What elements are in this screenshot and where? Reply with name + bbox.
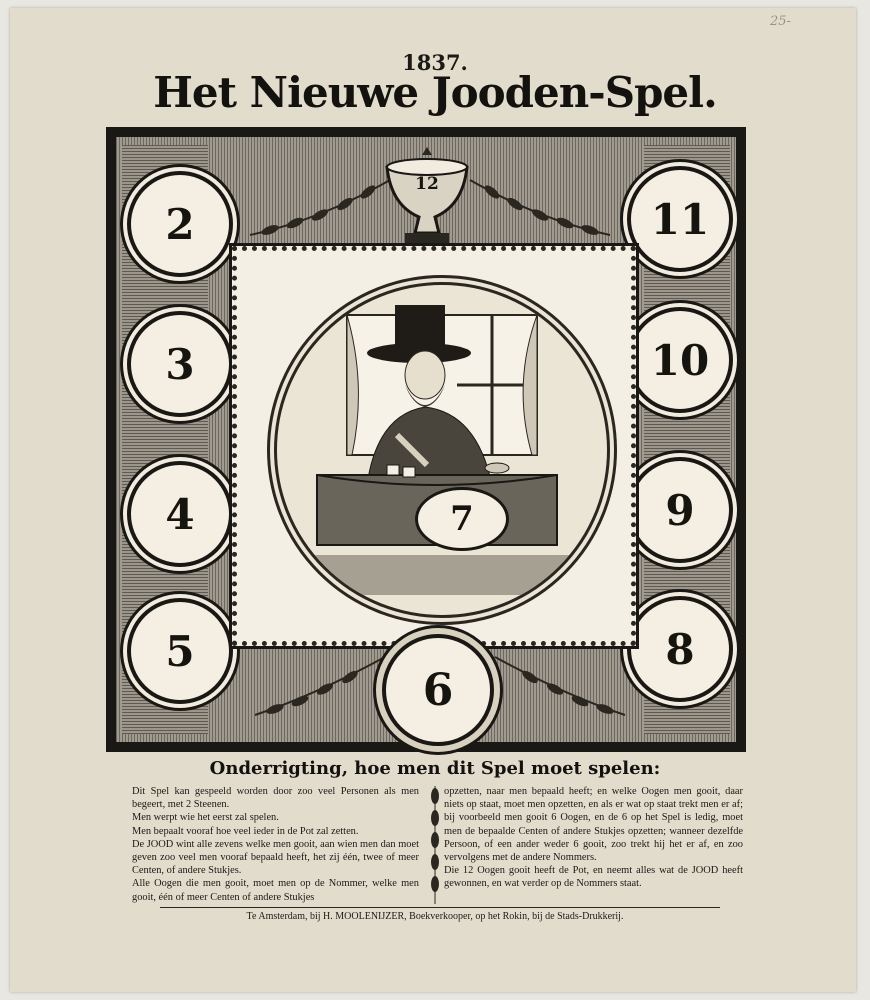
imprint-rule bbox=[160, 907, 720, 908]
instruction-paragraph: Dit Spel kan gespeeld worden door zoo veel Personen als men begeert, met 2 Steenen. bbox=[132, 786, 419, 811]
instructions-heading: Onderrigting, hoe men dit Spel moet spelen: bbox=[209, 758, 661, 779]
number-circle-11: 11 bbox=[627, 166, 733, 272]
number-circle-6: 6 bbox=[382, 634, 494, 746]
instructions-right-column bbox=[444, 785, 743, 891]
center-number-oval: 7 bbox=[415, 487, 509, 551]
instruction-paragraph: Alle Oogen die men gooit, moet men op de Nommer, welke men gooit, één of meer Centen of andere Stukjes bbox=[132, 878, 419, 903]
instruction-paragraph: opzetten, naar men bepaald heeft; en welke Oogen men gooit, daar niets op staat, moet men opzetten, en als er wat op staat trekt men er af; bij voorbeeld men gooit 6 Oogen, en de 6 op het Spel is ledig, moet men de bepaalde Centen of andere Stukjes opzetten; wanneer dezelfde Persoon, of een ander weder 6 gooit, zoo trekt hij het er af, en zoo vervolgens met de andere Nommers. bbox=[444, 786, 743, 864]
pencil-note: 25- bbox=[770, 14, 791, 29]
year-heading: 1837. bbox=[402, 50, 468, 75]
number-circle-9: 9 bbox=[627, 457, 733, 563]
center-picture-frame bbox=[232, 246, 636, 646]
pot-urn bbox=[383, 145, 471, 250]
pot-number: 12 bbox=[415, 174, 439, 194]
instructions-left-column bbox=[132, 785, 419, 904]
number-circle-8: 8 bbox=[627, 596, 733, 702]
publisher-imprint: Te Amsterdam, bij H. MOOLENIJZER, Boekverkooper, op het Rokin, bij de Stads-Drukkerij. bbox=[246, 911, 624, 922]
number-circle-10: 10 bbox=[627, 307, 733, 413]
number-circle-2: 2 bbox=[127, 171, 233, 277]
seated-jew-engraving bbox=[277, 285, 587, 595]
column-divider-ornament bbox=[428, 786, 442, 904]
instruction-paragraph: Men bepaalt vooraf hoe veel ieder in de Pot zal zetten. bbox=[132, 825, 359, 837]
number-circle-4: 4 bbox=[127, 461, 233, 567]
page-title: Het Nieuwe Jooden-Spel. bbox=[153, 68, 717, 117]
instruction-paragraph: De JOOD wint alle zevens welke men gooit, aan wien men dan moet geven zoo veel men vooraf bepaald heeft, het zij één, twee of meer Centen, of andere Stukjes. bbox=[132, 838, 419, 877]
center-medallion bbox=[267, 275, 617, 625]
instruction-paragraph: Men werpt wie het eerst zal spelen. bbox=[132, 812, 279, 824]
instruction-paragraph: Die 12 Oogen gooit heeft de Pot, en neemt alles wat de JOOD heeft gewonnen, en wat verder op de Nommers staat. bbox=[444, 865, 743, 890]
number-circle-3: 3 bbox=[127, 311, 233, 417]
number-circle-5: 5 bbox=[127, 598, 233, 704]
